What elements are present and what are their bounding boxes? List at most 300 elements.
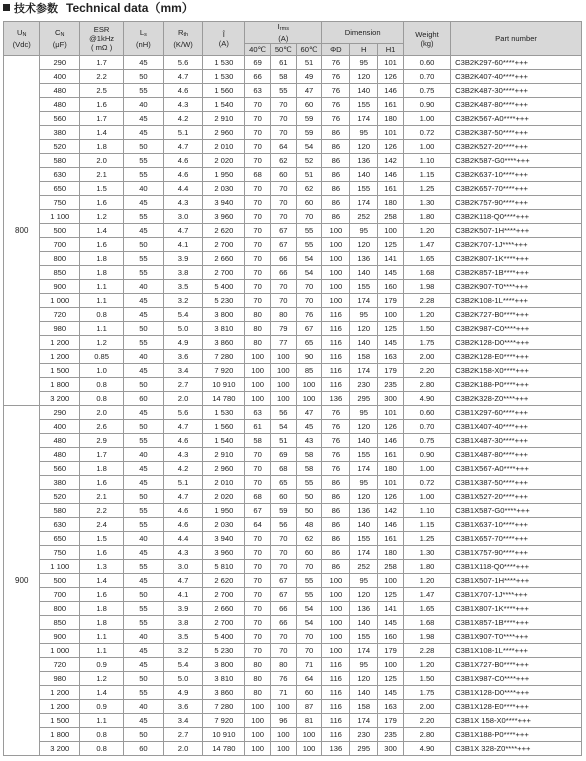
table-cell: 1.00 [403, 462, 450, 476]
table-cell: 179 [378, 714, 404, 728]
table-cell: 230 [350, 728, 378, 742]
table-row [4, 308, 582, 322]
table-cell: 100 [322, 252, 350, 266]
table-cell: 500 [40, 224, 80, 238]
table-row [4, 476, 582, 490]
table-cell: 125 [378, 588, 404, 602]
table-cell: 230 [350, 378, 378, 392]
table-cell: 1.68 [403, 266, 450, 280]
part-number-cell: C3B2K128-D0****+++ [451, 336, 582, 350]
table-cell: 0.8 [80, 728, 124, 742]
table-cell: 66 [270, 266, 296, 280]
table-cell: 1 530 [203, 406, 245, 420]
table-cell: 235 [378, 378, 404, 392]
table-cell: 71 [296, 658, 322, 672]
table-cell: 1.6 [80, 476, 124, 490]
table-row [4, 84, 582, 98]
table-cell: 174 [350, 714, 378, 728]
table-row [4, 728, 582, 742]
table-cell: 158 [350, 700, 378, 714]
table-cell: 295 [350, 392, 378, 406]
table-cell: 86 [322, 140, 350, 154]
table-row [4, 504, 582, 518]
table-cell: 2 030 [203, 182, 245, 196]
table-cell: 140 [350, 518, 378, 532]
part-number-cell: C3B2K707-1J****+++ [451, 238, 582, 252]
table-cell: 55 [124, 266, 164, 280]
table-cell: 59 [296, 126, 322, 140]
table-cell: 68 [245, 490, 271, 504]
table-cell: 101 [378, 126, 404, 140]
table-cell: 80 [270, 308, 296, 322]
header-ihat: Î (A) [203, 22, 245, 56]
table-row [4, 70, 582, 84]
table-cell: 60 [296, 686, 322, 700]
table-cell: 1.00 [403, 112, 450, 126]
table-cell: 3.4 [163, 714, 203, 728]
table-cell: 2 660 [203, 602, 245, 616]
part-number-cell: C3B2K108-1L****+++ [451, 294, 582, 308]
table-cell: 125 [378, 672, 404, 686]
table-cell: 1.20 [403, 574, 450, 588]
table-cell: 146 [378, 434, 404, 448]
table-cell: 70 [245, 280, 271, 294]
table-cell: 500 [40, 574, 80, 588]
table-cell: 1.8 [80, 616, 124, 630]
part-number-cell: C3B2K907-T0****+++ [451, 280, 582, 294]
part-number-cell: C3B2K807-1K****+++ [451, 252, 582, 266]
table-cell: 155 [350, 532, 378, 546]
table-cell: 630 [40, 518, 80, 532]
table-row [4, 182, 582, 196]
part-number-cell: C3B1X907-T0****+++ [451, 630, 582, 644]
table-cell: 560 [40, 112, 80, 126]
table-cell: 2.7 [163, 378, 203, 392]
table-cell: 3 200 [40, 392, 80, 406]
table-cell: 95 [350, 56, 378, 70]
table-cell: 1.65 [403, 602, 450, 616]
table-cell: 0.60 [403, 406, 450, 420]
part-number-cell: C3B2K387-50****+++ [451, 126, 582, 140]
table-cell: 630 [40, 168, 80, 182]
table-row [4, 658, 582, 672]
table-cell: 1.2 [80, 672, 124, 686]
table-cell: 3.2 [163, 644, 203, 658]
table-cell: 161 [378, 532, 404, 546]
table-cell: 1.6 [80, 546, 124, 560]
table-row [4, 630, 582, 644]
table-cell: 50 [124, 238, 164, 252]
table-cell: 61 [270, 56, 296, 70]
part-number-cell: C3B2K637-10****+++ [451, 168, 582, 182]
table-cell: 5.4 [163, 658, 203, 672]
table-cell: 70 [245, 462, 271, 476]
table-cell: 1.6 [80, 196, 124, 210]
table-cell: 5 230 [203, 294, 245, 308]
table-cell: 1 560 [203, 84, 245, 98]
table-cell: 2 700 [203, 588, 245, 602]
table-cell: 480 [40, 448, 80, 462]
table-cell: 64 [245, 518, 271, 532]
voltage-cell: 800 [4, 56, 40, 406]
table-cell: 5 400 [203, 280, 245, 294]
table-cell: 140 [350, 84, 378, 98]
table-cell: 50 [124, 490, 164, 504]
table-row [4, 56, 582, 70]
table-cell: 68 [245, 168, 271, 182]
header-cn: $C_N$ (μF) [40, 22, 80, 56]
table-cell: 174 [350, 644, 378, 658]
table-cell: 100 [245, 700, 271, 714]
table-cell: 136 [350, 252, 378, 266]
table-cell: 65 [296, 336, 322, 350]
table-cell: 4.2 [163, 112, 203, 126]
table-cell: 2.20 [403, 364, 450, 378]
table-cell: 1 100 [40, 560, 80, 574]
table-cell: 160 [378, 280, 404, 294]
table-cell: 120 [350, 140, 378, 154]
table-cell: 14 780 [203, 742, 245, 756]
table-cell: 142 [378, 504, 404, 518]
table-cell: 2.4 [80, 518, 124, 532]
table-row [4, 322, 582, 336]
part-number-cell: C3B1X128-D0****+++ [451, 686, 582, 700]
table-cell: 4.6 [163, 84, 203, 98]
table-cell: 155 [350, 182, 378, 196]
table-cell: 60 [124, 742, 164, 756]
table-cell: 650 [40, 182, 80, 196]
table-row [4, 574, 582, 588]
table-cell: 980 [40, 322, 80, 336]
table-cell: 45 [124, 112, 164, 126]
table-cell: 1.1 [80, 280, 124, 294]
table-cell: 136 [350, 154, 378, 168]
table-cell: 100 [245, 742, 271, 756]
table-cell: 145 [378, 266, 404, 280]
table-cell: 100 [322, 238, 350, 252]
table-cell: 55 [296, 224, 322, 238]
table-cell: 2.28 [403, 644, 450, 658]
table-cell: 80 [245, 686, 271, 700]
table-cell: 85 [296, 364, 322, 378]
table-cell: 1 950 [203, 168, 245, 182]
table-cell: 1.0 [80, 364, 124, 378]
table-cell: 76 [270, 672, 296, 686]
table-cell: 1.50 [403, 672, 450, 686]
table-cell: 70 [296, 294, 322, 308]
table-cell: 2 700 [203, 266, 245, 280]
table-row [4, 266, 582, 280]
part-number-cell: C3B1X188-P0****+++ [451, 728, 582, 742]
table-cell: 62 [296, 182, 322, 196]
table-cell: 116 [322, 322, 350, 336]
table-cell: 1 200 [40, 350, 80, 364]
table-row [4, 238, 582, 252]
table-cell: 45 [124, 56, 164, 70]
table-cell: 3.5 [163, 280, 203, 294]
table-cell: 3.8 [163, 266, 203, 280]
table-cell: 70 [270, 126, 296, 140]
table-cell: 86 [322, 532, 350, 546]
part-number-cell: C3B2K657-70****+++ [451, 182, 582, 196]
table-cell: 290 [40, 56, 80, 70]
part-number-cell: C3B1X987-C0****+++ [451, 672, 582, 686]
table-cell: 70 [270, 196, 296, 210]
table-cell: 80 [270, 658, 296, 672]
table-cell: 180 [378, 546, 404, 560]
part-number-cell: C3B1X707-1J****+++ [451, 588, 582, 602]
table-cell: 125 [378, 238, 404, 252]
table-cell: 55 [296, 588, 322, 602]
table-cell: 0.8 [80, 308, 124, 322]
table-row [4, 434, 582, 448]
table-cell: 1.25 [403, 182, 450, 196]
table-cell: 650 [40, 532, 80, 546]
table-row [4, 364, 582, 378]
table-cell: 100 [270, 378, 296, 392]
table-cell: 100 [270, 392, 296, 406]
table-cell: 70 [245, 210, 271, 224]
table-cell: 55 [124, 686, 164, 700]
table-cell: 70 [245, 98, 271, 112]
table-row [4, 686, 582, 700]
table-cell: 4.7 [163, 70, 203, 84]
table-cell: 5.6 [163, 56, 203, 70]
table-cell: 55 [124, 616, 164, 630]
table-cell: 116 [322, 728, 350, 742]
table-cell: 1.8 [80, 602, 124, 616]
table-cell: 1 530 [203, 56, 245, 70]
table-cell: 174 [350, 294, 378, 308]
table-cell: 14 780 [203, 392, 245, 406]
table-cell: 76 [322, 462, 350, 476]
table-cell: 1.25 [403, 532, 450, 546]
header-40c: 40℃ [245, 44, 271, 56]
table-cell: 66 [270, 616, 296, 630]
table-cell: 126 [378, 70, 404, 84]
table-cell: 700 [40, 588, 80, 602]
table-cell: 2.6 [80, 420, 124, 434]
table-cell: 96 [270, 714, 296, 728]
part-number-cell: C3B1X118-Q0****+++ [451, 560, 582, 574]
table-cell: 0.8 [80, 742, 124, 756]
table-cell: 55 [124, 210, 164, 224]
table-cell: 70 [245, 266, 271, 280]
table-row [4, 602, 582, 616]
part-number-cell: C3B1X128-E0****+++ [451, 700, 582, 714]
table-cell: 2 020 [203, 154, 245, 168]
table-cell: 1.1 [80, 294, 124, 308]
table-cell: 100 [270, 742, 296, 756]
header-h: H [350, 44, 378, 56]
table-cell: 4.9 [163, 686, 203, 700]
part-number-cell: C3B2K487-30****+++ [451, 84, 582, 98]
table-cell: 0.90 [403, 448, 450, 462]
table-cell: 40 [124, 532, 164, 546]
table-cell: 45 [124, 406, 164, 420]
table-cell: 1.4 [80, 126, 124, 140]
table-cell: 51 [296, 168, 322, 182]
table-cell: 140 [350, 336, 378, 350]
table-cell: 1.10 [403, 504, 450, 518]
table-cell: 2 700 [203, 238, 245, 252]
table-cell: 55 [296, 574, 322, 588]
table-cell: 142 [378, 154, 404, 168]
table-cell: 1.8 [80, 266, 124, 280]
table-cell: 163 [378, 700, 404, 714]
table-cell: 1.1 [80, 644, 124, 658]
table-cell: 1.47 [403, 238, 450, 252]
table-cell: 40 [124, 700, 164, 714]
table-cell: 80 [245, 336, 271, 350]
table-cell: 174 [350, 112, 378, 126]
table-cell: 400 [40, 70, 80, 84]
table-row [4, 644, 582, 658]
table-cell: 2.0 [80, 406, 124, 420]
table-cell: 50 [124, 728, 164, 742]
table-cell: 4.3 [163, 98, 203, 112]
table-row [4, 448, 582, 462]
table-cell: 76 [322, 70, 350, 84]
part-number-cell: C3B1X567-A0****+++ [451, 462, 582, 476]
table-cell: 120 [350, 420, 378, 434]
table-cell: 86 [322, 518, 350, 532]
table-cell: 77 [270, 336, 296, 350]
table-row [4, 350, 582, 364]
table-cell: 58 [245, 434, 271, 448]
table-row [4, 252, 582, 266]
table-cell: 80 [245, 308, 271, 322]
table-row [4, 406, 582, 420]
table-cell: 1.8 [80, 462, 124, 476]
table-cell: 70 [245, 560, 271, 574]
table-cell: 70 [270, 532, 296, 546]
table-row [4, 196, 582, 210]
table-cell: 59 [296, 112, 322, 126]
table-cell: 252 [350, 560, 378, 574]
table-cell: 70 [245, 644, 271, 658]
table-cell: 1 530 [203, 70, 245, 84]
table-cell: 116 [322, 308, 350, 322]
table-cell: 2.0 [80, 154, 124, 168]
table-cell: 95 [350, 574, 378, 588]
table-cell: 69 [245, 56, 271, 70]
table-cell: 2 700 [203, 616, 245, 630]
table-cell: 1.6 [80, 98, 124, 112]
table-cell: 76 [322, 98, 350, 112]
table-cell: 62 [270, 154, 296, 168]
table-cell: 174 [350, 196, 378, 210]
part-number-cell: C3B2K487-80****+++ [451, 98, 582, 112]
table-cell: 45 [124, 462, 164, 476]
table-cell: 1.10 [403, 154, 450, 168]
table-cell: 58 [270, 70, 296, 84]
header-ls: $L_s$ (nH) [124, 22, 164, 56]
table-cell: 160 [378, 630, 404, 644]
table-cell: 50 [296, 504, 322, 518]
table-cell: 100 [245, 378, 271, 392]
table-cell: 70 [245, 602, 271, 616]
table-cell: 7 920 [203, 714, 245, 728]
table-cell: 101 [378, 476, 404, 490]
table-cell: 70 [245, 126, 271, 140]
table-row [4, 532, 582, 546]
table-cell: 1.98 [403, 630, 450, 644]
table-cell: 5.0 [163, 672, 203, 686]
table-cell: 120 [350, 238, 378, 252]
table-cell: 63 [245, 406, 271, 420]
table-cell: 71 [270, 686, 296, 700]
table-cell: 850 [40, 616, 80, 630]
table-cell: 100 [322, 588, 350, 602]
table-cell: 100 [296, 392, 322, 406]
table-cell: 100 [296, 378, 322, 392]
table-cell: 64 [296, 672, 322, 686]
table-cell: 235 [378, 728, 404, 742]
table-cell: 3 940 [203, 532, 245, 546]
table-cell: 180 [378, 462, 404, 476]
table-cell: 3.0 [163, 210, 203, 224]
table-cell: 141 [378, 252, 404, 266]
table-cell: 70 [245, 196, 271, 210]
table-cell: 1.98 [403, 280, 450, 294]
table-cell: 520 [40, 140, 80, 154]
table-cell: 80 [245, 672, 271, 686]
part-number-cell: C3B1X 328-Z0****+++ [451, 742, 582, 756]
table-cell: 60 [296, 196, 322, 210]
table-cell: 900 [40, 630, 80, 644]
table-row [4, 336, 582, 350]
table-cell: 70 [245, 476, 271, 490]
table-cell: 146 [378, 518, 404, 532]
table-row [4, 224, 582, 238]
table-row [4, 616, 582, 630]
table-cell: 62 [296, 532, 322, 546]
table-cell: 45 [124, 658, 164, 672]
table-cell: 2 010 [203, 140, 245, 154]
table-cell: 86 [322, 476, 350, 490]
table-cell: 76 [322, 448, 350, 462]
table-cell: 70 [270, 98, 296, 112]
header-esr: ESR @1kHz ( mΩ ) [80, 22, 124, 56]
table-cell: 55 [296, 238, 322, 252]
table-cell: 1.1 [80, 714, 124, 728]
table-row [4, 126, 582, 140]
table-cell: 4.6 [163, 168, 203, 182]
part-number-cell: C3B2K118-Q0****+++ [451, 210, 582, 224]
table-row [4, 700, 582, 714]
part-number-cell: C3B1X727-B0****+++ [451, 658, 582, 672]
table-cell: 140 [350, 266, 378, 280]
table-cell: 7 280 [203, 700, 245, 714]
title-cn: 技术参数 [14, 2, 58, 15]
table-cell: 3.9 [163, 252, 203, 266]
part-number-cell: C3B1X527-20****+++ [451, 490, 582, 504]
header-un: $U_N$ (Vdc) [4, 22, 40, 56]
table-cell: 58 [296, 462, 322, 476]
table-cell: 4.4 [163, 532, 203, 546]
table-cell: 70 [245, 532, 271, 546]
table-cell: 55 [124, 252, 164, 266]
table-cell: 86 [322, 182, 350, 196]
table-cell: 4.3 [163, 546, 203, 560]
table-cell: 146 [378, 84, 404, 98]
table-cell: 120 [350, 672, 378, 686]
table-cell: 55 [124, 518, 164, 532]
table-cell: 86 [322, 504, 350, 518]
table-cell: 64 [270, 140, 296, 154]
table-cell: 3 960 [203, 546, 245, 560]
